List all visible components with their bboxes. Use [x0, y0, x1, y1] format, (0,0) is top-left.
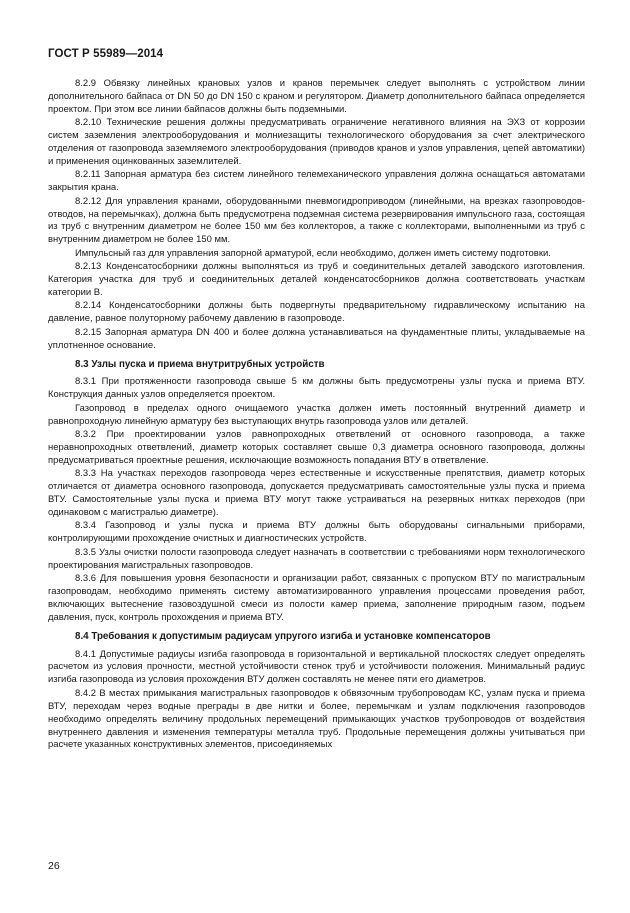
page-number: 26	[48, 860, 60, 872]
document-header: ГОСТ Р 55989—2014	[48, 48, 164, 60]
paragraph: 8.2.10 Технические решения должны предусматривать ограничение негативного влияния на ЭХЗ от коррозии систем заземления электрооборудования и молниезащиты технологического оборудования за счет электрического отделения от газопровода заземляемого электрооборудования (приводов кранов и узлов управления, цепей автоматики) и применения оцинкованных заземлителей.	[48, 117, 585, 167]
paragraph: 8.4.1 Допустимые радиусы изгиба газопровода в горизонтальной и вертикальной плоскостях следует определять расчетом из условия прочности, местной устойчивости стенок труб и устойчивости положения. Минимальный радиус изгиба газопровода из условия прохождения ВТУ должен составлять не менее пяти его диаметров.	[48, 648, 585, 686]
paragraph: 8.2.13 Конденсатосборники должны выполняться из труб и соединительных деталей заводского изготовления. Категория участка для труб и соединительных деталей конденсатосборников должна соответствовать участкам категории В.	[48, 261, 585, 298]
section-heading: 8.4 Требования к допустимым радиусам упругого изгиба и установке компенсаторов	[75, 630, 491, 642]
paragraph: 8.3.5 Узлы очистки полости газопровода следует назначать в соответствии с требованиями норм технологического проектирования магистральных газопроводов.	[48, 546, 585, 571]
paragraph: 8.2.12 Для управления кранами, оборудованными пневмогидроприводом (линейными, на врезках газопроводов-отводов, на перемычках), должна быть предусмотрена подземная система резервирования импульсного газа, состоящая из труб с внутренним диаметром не более 150 мм без коллекторов, а также с коллекторами, выполненными из труб с внутренним диаметром не более 150 мм.	[48, 195, 585, 246]
paragraph: 8.2.14 Конденсатосборники должны быть подвергнуты предварительному гидравлическому испытанию на давление, равное полуторному рабочему давлению в газопроводе.	[48, 300, 585, 325]
paragraph: 8.3.6 Для повышения уровня безопасности и организации работ, связанных с пропуском ВТУ по магистральным газопроводам, необходимо применять систему автоматизированного управления процессами проведения работ, включающих вытеснение газовоздушной смеси из полости камер приема, заполнение природным газом, подъем давления, пуск, контроль прохождения и приема ВТУ.	[48, 573, 585, 623]
paragraph: 8.3.2 При проектировании узлов равнопроходных ответвлений от основного газопровода, а также неравнопроходных ответвлений, диаметр которых составляет свыше 0,3 диаметра основного газопровода, должны предусматриваться проектные решения, исключающие возможность попадания ВТУ в ответвление.	[48, 429, 585, 466]
paragraph: 8.4.2 В местах примыкания магистральных газопроводов к обвязочным трубопроводам КС, узлам пуска и приема ВТУ, переходам через водные преграды в две нитки и более, перемычкам и узлам подключения газопроводов необходимо определять величину продольных перемещений примыкающих участков трубопроводов от воздействия внутреннего давления и изменения температуры металла труб. Продольные перемещения должны учитываться при расчете указанных конструктивных элементов, присоединяемых	[48, 687, 585, 751]
paragraph: 8.2.15 Запорная арматура DN 400 и более должна устанавливаться на фундаментные плиты, укладываемые на уплотненное основание.	[48, 326, 585, 351]
paragraph: Импульсный газ для управления запорной арматурой, если необходимо, должен иметь систему подготовки.	[75, 247, 551, 259]
paragraph: 8.2.9 Обвязку линейных крановых узлов и кранов перемычек следует выполнять с устройством линии дополнительного байпаса от DN 50 до DN 150 с краном и регулятором. Диаметр дополнительного байпаса определяется проектом. При этом все линии байпасов должны быть подземными.	[48, 78, 585, 115]
document-body	[48, 78, 585, 753]
paragraph: 8.2.11 Запорная арматура без систем линейного телемеханического управления должна оснащаться автоматами закрытия крана.	[48, 169, 585, 194]
paragraph: Газопровод в пределах одного очищаемого участка должен иметь постоянный внутренний диаметр и равнопроходную линейную арматуру без выступающих внутрь газопровода узлов или деталей.	[48, 402, 585, 427]
paragraph: 8.3.1 При протяженности газопровода свыше 5 км должны быть предусмотрены узлы пуска и приема ВТУ. Конструкция данных узлов определяется проектом.	[48, 376, 585, 401]
section-heading: 8.3 Узлы пуска и приема внутритрубных устройств	[75, 358, 325, 370]
paragraph: 8.3.3 На участках переходов газопровода через естественные и искусственные препятствия, диаметр которых отличается от диаметра основного газопровода, допускается предусматривать самостоятельные узлы пуска и приема ВТУ. Самостоятельные узлы пуска и приема ВТУ могут также устраиваться на резервных нитках переходов (при одинаковом с магистралью диаметре).	[48, 468, 585, 518]
paragraph: 8.3.4 Газопровод и узлы пуска и приема ВТУ должны быть оборудованы сигнальными приборами, контролирующими прохождение очистных и диагностических устройств.	[48, 520, 585, 545]
